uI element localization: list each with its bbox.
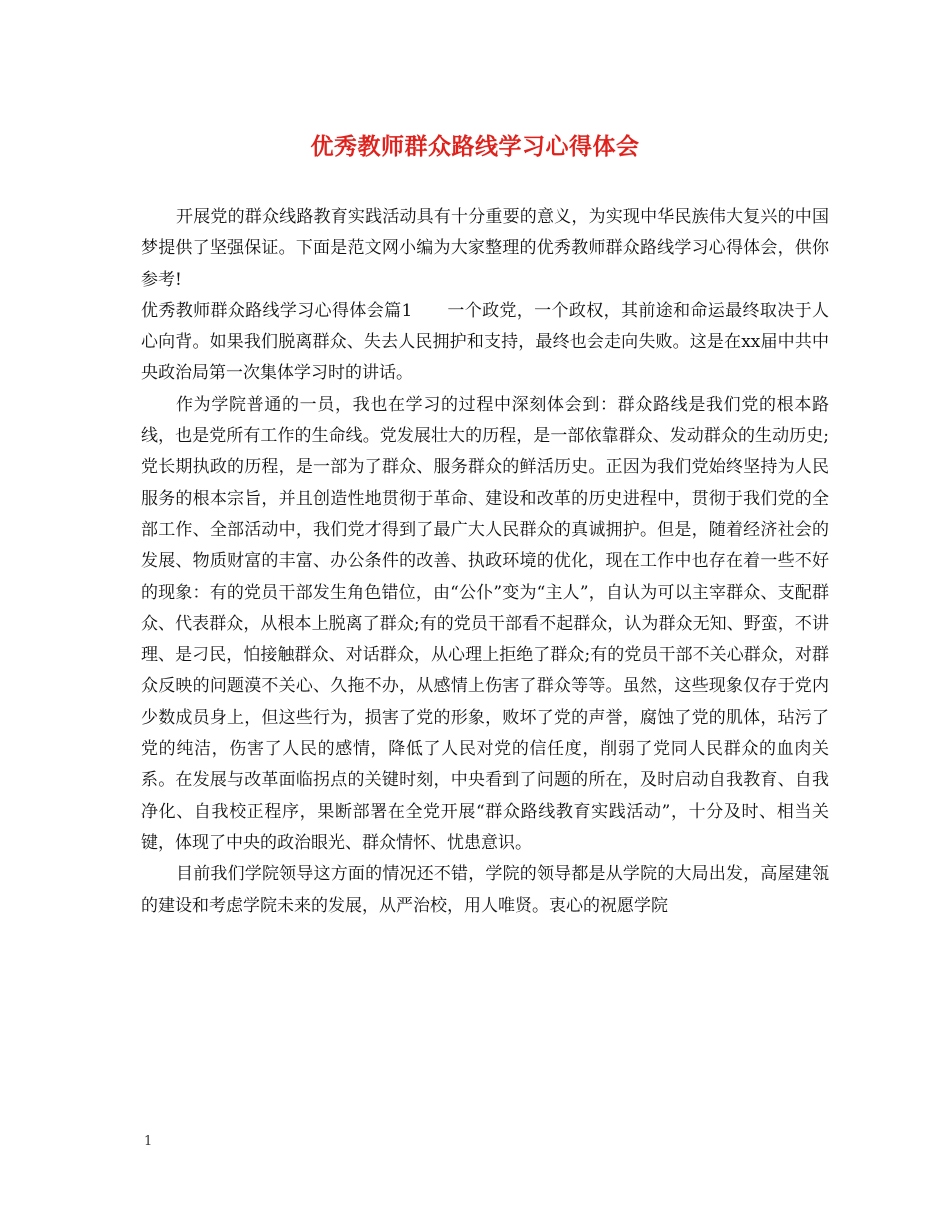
paragraph-intro: 开展党的群众线路教育实践活动具有十分重要的意义，为实现中华民族伟大复兴的中国梦提供了坚强保证。下面是范文网小编为大家整理的优秀教师群众路线学习心得体会，供你参考! [141,207,829,290]
document-title: 优秀教师群众路线学习心得体会 [310,133,640,160]
paragraph-college-leadership: 目前我们学院领导这方面的情况还不错，学院的领导都是从学院的大局出发，高屋建瓴的建设和考虑学院未来的发展，从严治校，用人唯贤。衷心的祝愿学院 [141,864,829,916]
paragraph-section-1: 优秀教师群众路线学习心得体会篇1 一个政党，一个政权，其前途和命运最终取决于人心向背。如果我们脱离群众、失去人民拥护和支持，最终也会走向失败。这是在xx届中共中央政治局第一次集体学习时的讲话。 [141,300,829,384]
paragraph-reflection: 作为学院普通的一员，我也在学习的过程中深刻体会到：群众路线是我们党的根本路线，也是党所有工作的生命线。党发展壮大的历程，是一部依靠群众、发动群众的生动历史;党长期执政的历程，是一部为了群众、服务群众的鲜活历史。正因为我们党始终坚持为人民服务的根本宗旨，并且创造性地贯彻于革命、建设和改革的历史进程中，贯彻于我们党的全部工作、全部活动中，我们党才得到了最广大人民群众的真诚拥护。但是，随着经济社会的发展、物质财富的丰富、办公条件的改善、执政环境的优化，现在工作中也存在着一些不好的现象：有的党员干部发生角色错位，由“公仆”变为“主人”，自认为可以主宰群众、支配群众、代表群众，从根本上脱离了群众;有的党员干部看不起群众，认为群众无知、野蛮，不讲理、是刁民，怕接触群众、对话群众，从心理上拒绝了群众;有的党员干部不关心群众，对群众反映的问题漠不关心、久拖不办，从感情上伤害了群众等等。虽然，这些现象仅存于党内少数成员身上，但这些行为，损害了党的形象，败坏了党的声誉，腐蚀了党的肌体，玷污了党的纯洁，伤害了人民的感情，降低了人民对党的信任度，削弱了党同人民群众的血肉关系。在发展与改革面临拐点的关键时刻，中央看到了问题的所在，及时启动自我教育、自我净化、自我校正程序，果断部署在全党开展“群众路线教育实践活动”，十分及时、相当关键，体现了中央的政治眼光、群众情怀、忧患意识。 [141,394,829,853]
document-body [141,202,829,922]
page-number: 1 [144,1134,153,1149]
